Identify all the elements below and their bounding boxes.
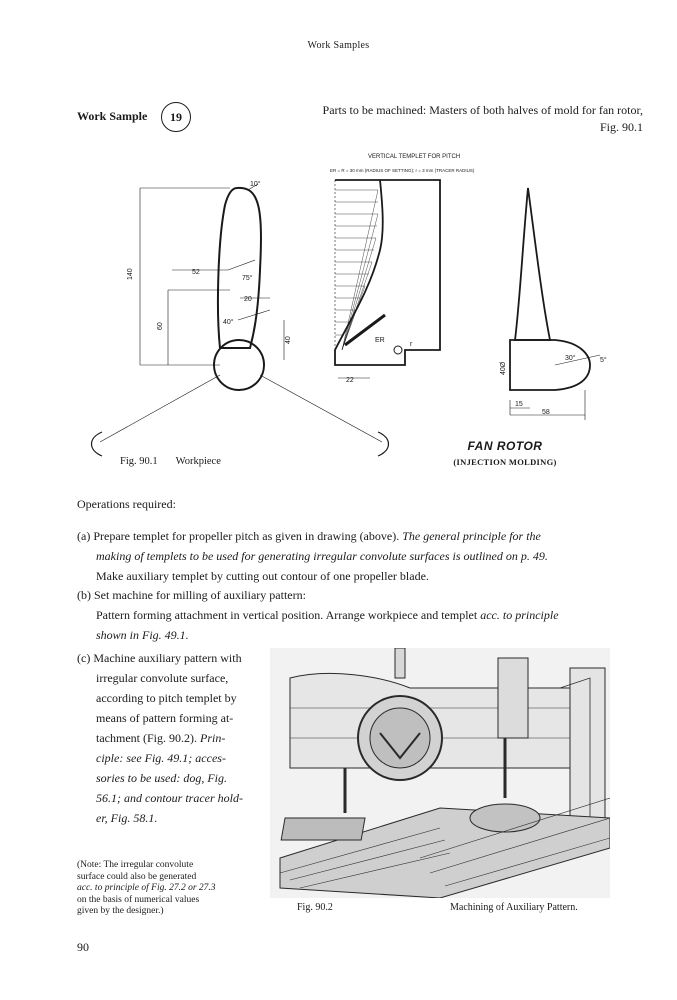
dim-30: 30° [565, 355, 576, 362]
note-line-4: on the basis of numerical values [77, 894, 200, 905]
para-c-line-5b: Prin- [199, 731, 226, 745]
tracer-circle [394, 346, 402, 354]
fig-90-2-desc: Machining of Auxiliary Pattern. [450, 902, 578, 913]
dim-40-dia: 40Ø [500, 361, 507, 375]
para-a-line-1b: The general principle for the [402, 529, 541, 543]
dim-140: 140 [127, 268, 134, 280]
note-line-3: acc. to principle of Fig. 27.2 or 27.3 [77, 883, 216, 893]
dim-40deg: 40° [223, 319, 234, 326]
dim-52: 52 [192, 269, 200, 276]
dim-20: 20 [244, 296, 252, 303]
para-b-line-3: shown in Fig. 49.1. [96, 628, 189, 642]
templet-title: VERTICAL TEMPLET FOR PITCH [368, 154, 461, 160]
dim-22: 22 [346, 377, 354, 384]
para-c-line-7: sories to be used: dog, Fig. [96, 771, 227, 785]
fan-rotor-drawing [80, 150, 640, 470]
para-a-line-3: Make auxiliary templet by cutting out contour of one propeller blade. [96, 569, 429, 583]
label-ER: ER [375, 337, 385, 344]
dim-15: 15 [515, 401, 523, 408]
fig-90-1-label: Fig. 90.1 [120, 456, 158, 467]
paragraph-c [77, 648, 255, 828]
fan-rotor-title: FAN ROTOR [467, 439, 543, 453]
para-b-line-2a: Pattern forming attachment in vertical position. Arrange workpiece and templet [96, 608, 481, 622]
designer-note [77, 860, 257, 918]
dim-60: 60 [157, 322, 164, 330]
templet-outline [335, 180, 440, 365]
parts-line-2: Fig. 90.1 [599, 120, 643, 134]
parts-to-machine [270, 102, 643, 136]
fig-90-1-desc: Workpiece [175, 456, 221, 467]
para-c-line-6: ciple: see Fig. 49.1; acces- [96, 751, 226, 765]
paragraph-b [77, 585, 647, 645]
end-view-hub [510, 340, 590, 390]
para-b-line-2b: acc. to principle [480, 608, 559, 622]
para-c-line-3: according to pitch templet by [96, 691, 237, 705]
para-b-line-1: (b) Set machine for milling of auxiliary pattern: [77, 588, 306, 602]
para-c-line-2: irregular convolute surface, [96, 671, 229, 685]
milling-machine-illustration [270, 648, 610, 898]
label-r: r [410, 341, 413, 348]
note-line-2: surface could also be generated [77, 871, 197, 882]
para-a-line-1a: (a) Prepare templet for propeller pitch as given in drawing (above). [77, 529, 403, 543]
work-sample-number: 19 [170, 109, 182, 124]
para-c-line-1: (c) Machine auxiliary pattern with [77, 651, 242, 665]
note-line-1: (Note: The irregular convolute [77, 860, 194, 870]
dim-10: 10° [250, 181, 261, 188]
fig-90-1-caption [120, 456, 239, 467]
note-line-5: given by the designer.) [77, 906, 164, 916]
paragraph-a [77, 526, 647, 586]
fan-rotor-subtitle: (INJECTION MOLDING) [453, 457, 557, 467]
operations-heading: Operations required: [77, 497, 176, 511]
para-c-line-8: 56.1; and contour tracer hold- [96, 791, 243, 805]
dim-40: 40 [285, 336, 292, 344]
end-view-blade [515, 188, 550, 340]
templet-note: ER = R = 30 mm (RADIUS OF SETTING); r = 3 mm (TRACER RADIUS) [330, 168, 475, 173]
dim-75: 75° [242, 275, 253, 282]
dim-5: 5° [600, 357, 607, 364]
para-c-line-9: er, Fig. 58.1. [96, 811, 158, 825]
dim-58: 58 [542, 409, 550, 416]
running-header: Work Samples [307, 40, 370, 51]
para-c-line-5a: tachment (Fig. 90.2). [96, 731, 200, 745]
page-number: 90 [77, 940, 89, 954]
parts-line-1: Parts to be machined: Masters of both halves of mold for fan rotor, [322, 103, 643, 117]
para-a-line-2: making of templets to be used for generating irregular convolute surfaces is outlined on p. 49. [96, 549, 548, 563]
fig-90-2-label: Fig. 90.2 [297, 902, 333, 913]
para-c-line-4: means of pattern forming at- [96, 711, 234, 725]
work-sample-label: Work Sample [77, 109, 148, 123]
work-sample-number-badge [161, 102, 191, 132]
